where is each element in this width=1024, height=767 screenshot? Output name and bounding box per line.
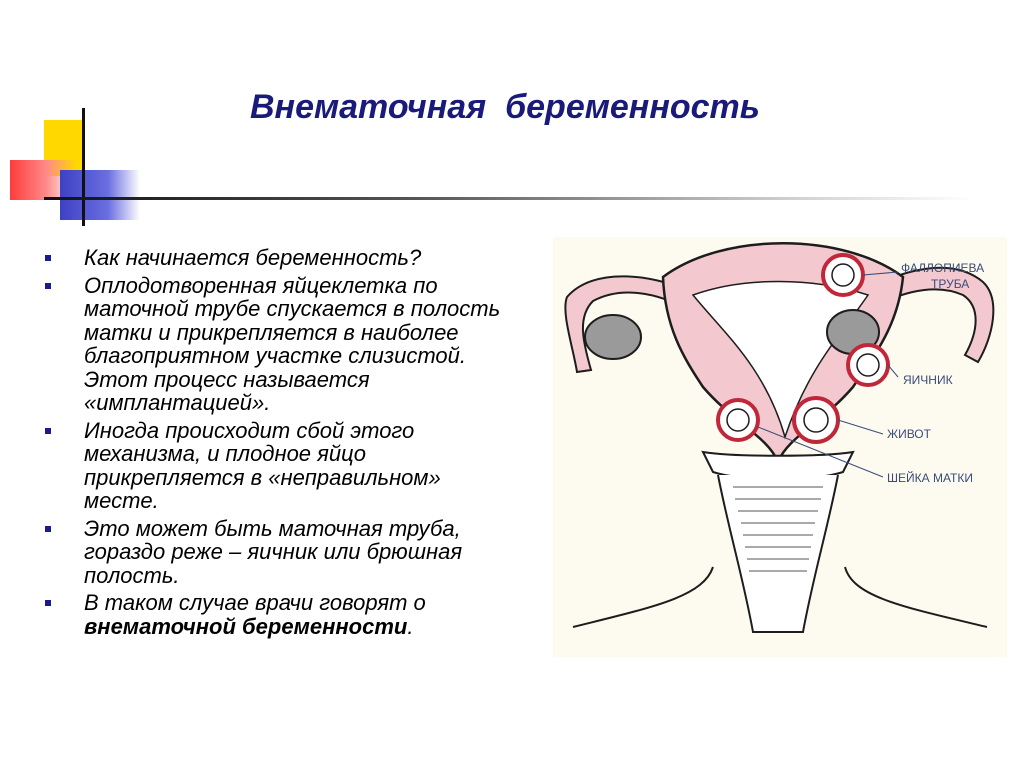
label-fallopian-tube-2: ТРУБА: [931, 277, 970, 291]
title-underline: [44, 197, 974, 200]
embryo-abdominal: [794, 398, 838, 442]
decor-vertical-line: [82, 108, 85, 226]
bullet-item: Оплодотворенная яйцеклетка по маточной трубе спускается в полость матки и прикрепляется в наиболее благоприятном участке слизистой. Этот процесс называется «имплантацией».: [44, 274, 514, 415]
uterus-illustration: [553, 237, 1007, 657]
slide-title: Внематочная беременность: [250, 88, 760, 126]
bullet-item: Иногда происходит сбой этого механизма, и плодное яйцо прикрепляется в «неправильном» месте.: [44, 419, 514, 513]
label-abdomen: ЖИВОТ: [887, 427, 931, 441]
bullet-item: Как начинается беременность?: [44, 246, 514, 270]
embryo-uterine: [718, 400, 758, 440]
embryo-tubal: [823, 255, 863, 295]
bullet-list: [44, 246, 514, 642]
bullet-emphasis: внематочной беременности: [84, 613, 408, 639]
bullet-item: Это может быть маточная труба, гораздо реже – яичник или брюшная полость.: [44, 517, 514, 588]
bullet-item-conclusion: [44, 591, 514, 638]
label-cervix: ШЕЙКА МАТКИ: [887, 471, 973, 485]
label-fallopian-tube: ФАЛЛОПИЕВА: [901, 261, 985, 275]
bullet-text: В таком случае врачи говорят о: [84, 590, 426, 615]
uterus-diagram: [553, 237, 1007, 657]
bullet-text-end: .: [407, 613, 414, 639]
left-ovary: [585, 315, 641, 359]
embryo-ovarian: [848, 345, 888, 385]
label-ovary: ЯИЧНИК: [903, 373, 953, 387]
decor-blue-square: [60, 170, 140, 220]
